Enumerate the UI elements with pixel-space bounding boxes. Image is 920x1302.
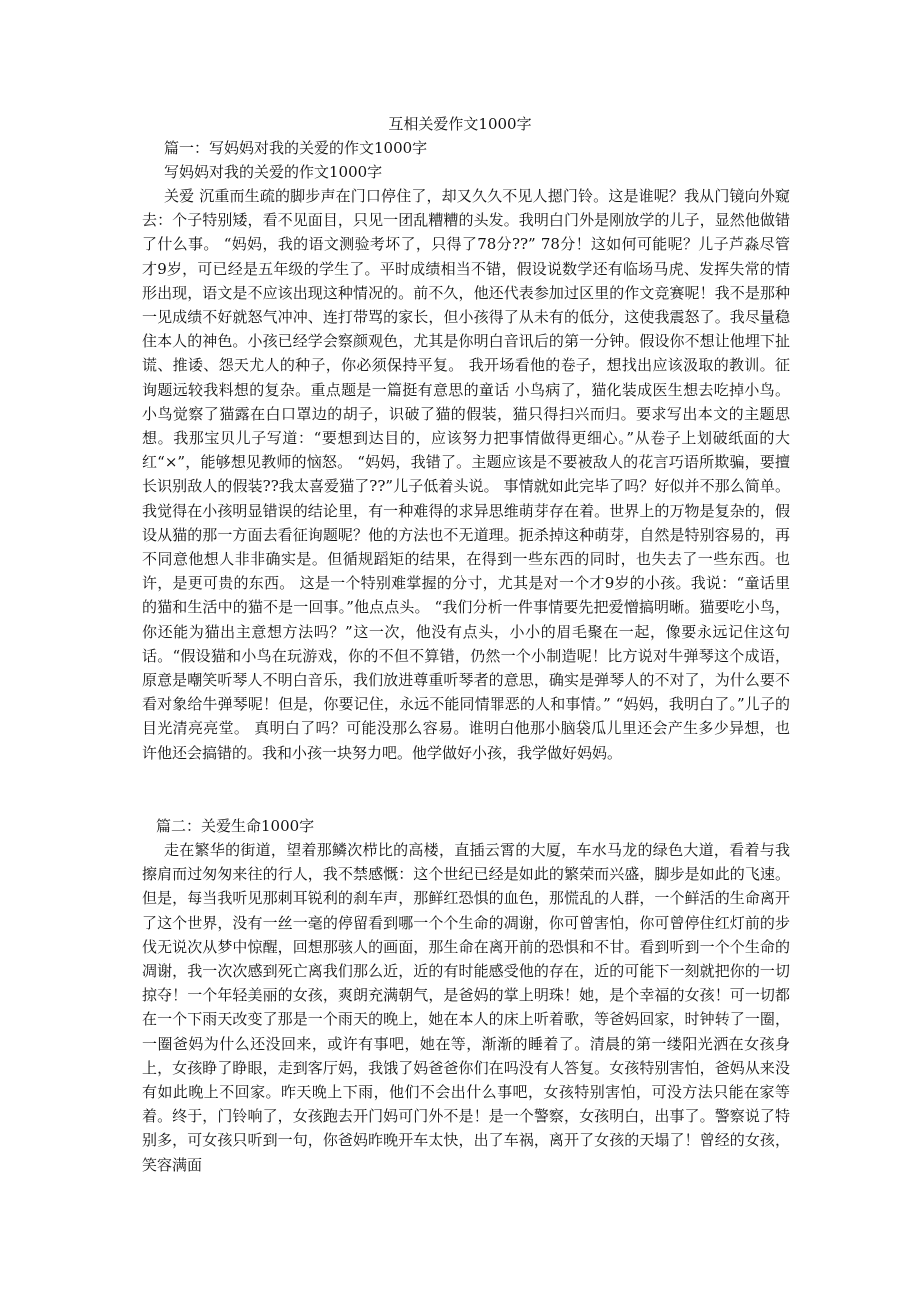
section2-paragraph: 走在繁华的街道，望着那鳞次栉比的高楼，直插云霄的大厦，车水马龙的绿色大道，看着与我擦肩而过匆匆来往的行人，我不禁感慨：这个世纪已经是如此的繁荣而兴盛，脚步是如此的飞速。但是，每当我听见那刺耳锐利的刹车声，那鲜红恐惧的血色，那慌乱的人群，一个鲜活的生命离开了这个世界，没有一丝一毫的停留看到哪一个个生命的凋谢，你可曾害怕，你可曾停住红灯前的步伐无说次从梦中惊醒，回想那骇人的画面，那生命在离开前的恐惧和不甘。看到听到一个个生命的凋谢，我一次次感到死亡离我们那么近，近的有时能感受他的存在，近的可能下一刻就把你的一切掠夺！一个年轻美丽的女孩，爽朗充满朝气，是爸妈的掌上明珠！她，是个幸福的女孩！可一切都在一个下雨天改变了那是一个雨天的晚上，她在本人的床上听着歌，等爸妈回家，时钟转了一圈，一圈爸妈为什么还没回来，或许有事吧，她在等，渐渐的睡着了。清晨的第一缕阳光洒在女孩身上，女孩睁了睁眼，走到客厅妈，我饿了妈爸爸你们在吗没有人答复。女孩特别害怕，爸妈从来没有如此晚上不回家。昨天晚上下雨，他们不会出什么事吧，女孩特别害怕，可没方法只能在家等着。终于，门铃响了，女孩跑去开门妈可门外不是！是一个警察，女孩明白，出事了。警察说了特别多，可女孩只听到一句，你爸妈昨晚开车太快，出了车祸，离开了女孩的天塌了！曾经的女孩，笑容满面: [142, 841, 790, 1174]
section1-heading: 篇一：写妈妈对我的关爱的作文1000字: [164, 139, 428, 157]
section2-body: [142, 838, 790, 1298]
section1-body: [142, 184, 790, 814]
section2-heading: 篇二：关爱生命1000字: [156, 817, 315, 835]
section1-paragraph: 关爱 沉重而生疏的脚步声在门口停住了，却又久久不见人摁门铃。这是谁呢？我从门镜向外窥去：个子特别矮，看不见面目，只见一团乱糟糟的头发。我明白门外是刚放学的儿子，显然他做错了什么事。 “妈妈，我的语文测验考坏了，只得了78分??” 78分！这如何可能呢？儿子芦淼尽管才9岁，可已经是五年级的学生了。平时成绩相当不错，假设说数学还有临场马虎、发挥失常的情形出现，语文是不应该出现这种情况的。前不久，他还代表参加过区里的作文竞赛呢！我不是那种一见成绩不好就怒气冲冲、连打带骂的家长，但小孩得了从未有的低分，这使我震怒了。我尽量稳住本人的神色。小孩已经学会察颜观色，尤其是你明白音讯后的第一分钟。假设你不想让他埋下扯谎、推诿、怨天尤人的种子，你必须保持平复。 我开场看他的卷子，想找出应该汲取的教训。征询题远较我料想的复杂。重点题是一篇挺有意思的童话 小鸟病了，猫化装成医生想去吃掉小鸟。小鸟觉察了猫露在白口罩边的胡子，识破了猫的假装，猫只得扫兴而归。要求写出本文的主题思想。我那宝贝儿子写道：“要想到达目的，应该努力把事情做得更细心。”从卷子上划破纸面的大红“×”，能够想见教师的恼怒。 “妈妈，我错了。主题应该是不要被敌人的花言巧语所欺骗，要擅长识别敌人的假装??我太喜爱猫了??”儿子低着头说。 事情就如此完毕了吗？好似并不那么简单。我觉得在小孩明显错误的结论里，有一种难得的求异思维萌芽存在着。世界上的万物是复杂的，假设从猫的那一方面去看征询题呢？他的方法也不无道理。扼杀掉这种萌芽，自然是特别容易的，再不同意他想人非非确实是。但循规蹈矩的结果，在得到一些东西的同时，也失去了一些东西。也许，是更可贵的东西。 这是一个特别难掌握的分寸，尤其是对一个才9岁的小孩。我说：“童话里的猫和生活中的猫不是一回事。”他点点头。 “我们分析一件事情要先把爱憎搞明晰。猫要吃小鸟，你还能为猫出主意想方法吗？”这一次，他没有点头，小小的眉毛聚在一起，像要永远记住这句话。“假设猫和小鸟在玩游戏，你的不但不算错，仍然一个小制造呢！比方说对牛弹琴这个成语，原意是嘲笑听琴人不明白音乐，我们放进尊重听琴者的意思，确实是弹琴人的不对了，为什么要不看对象给牛弹琴呢！但是，你要记住，永远不能同情罪恶的人和事情。” “妈妈，我明白了。”儿子的目光清亮亮堂。 真明白了吗？可能没那么容易。谁明白他那小脑袋瓜儿里还会产生多少异想，也许他还会搞错的。我和小孩一块努力吧。他学做好小孩，我学做好妈妈。: [142, 187, 790, 762]
document-title: 互相关爱作文1000字: [388, 115, 532, 133]
section1-subheading: 写妈妈对我的关爱的作文1000字: [164, 163, 383, 181]
